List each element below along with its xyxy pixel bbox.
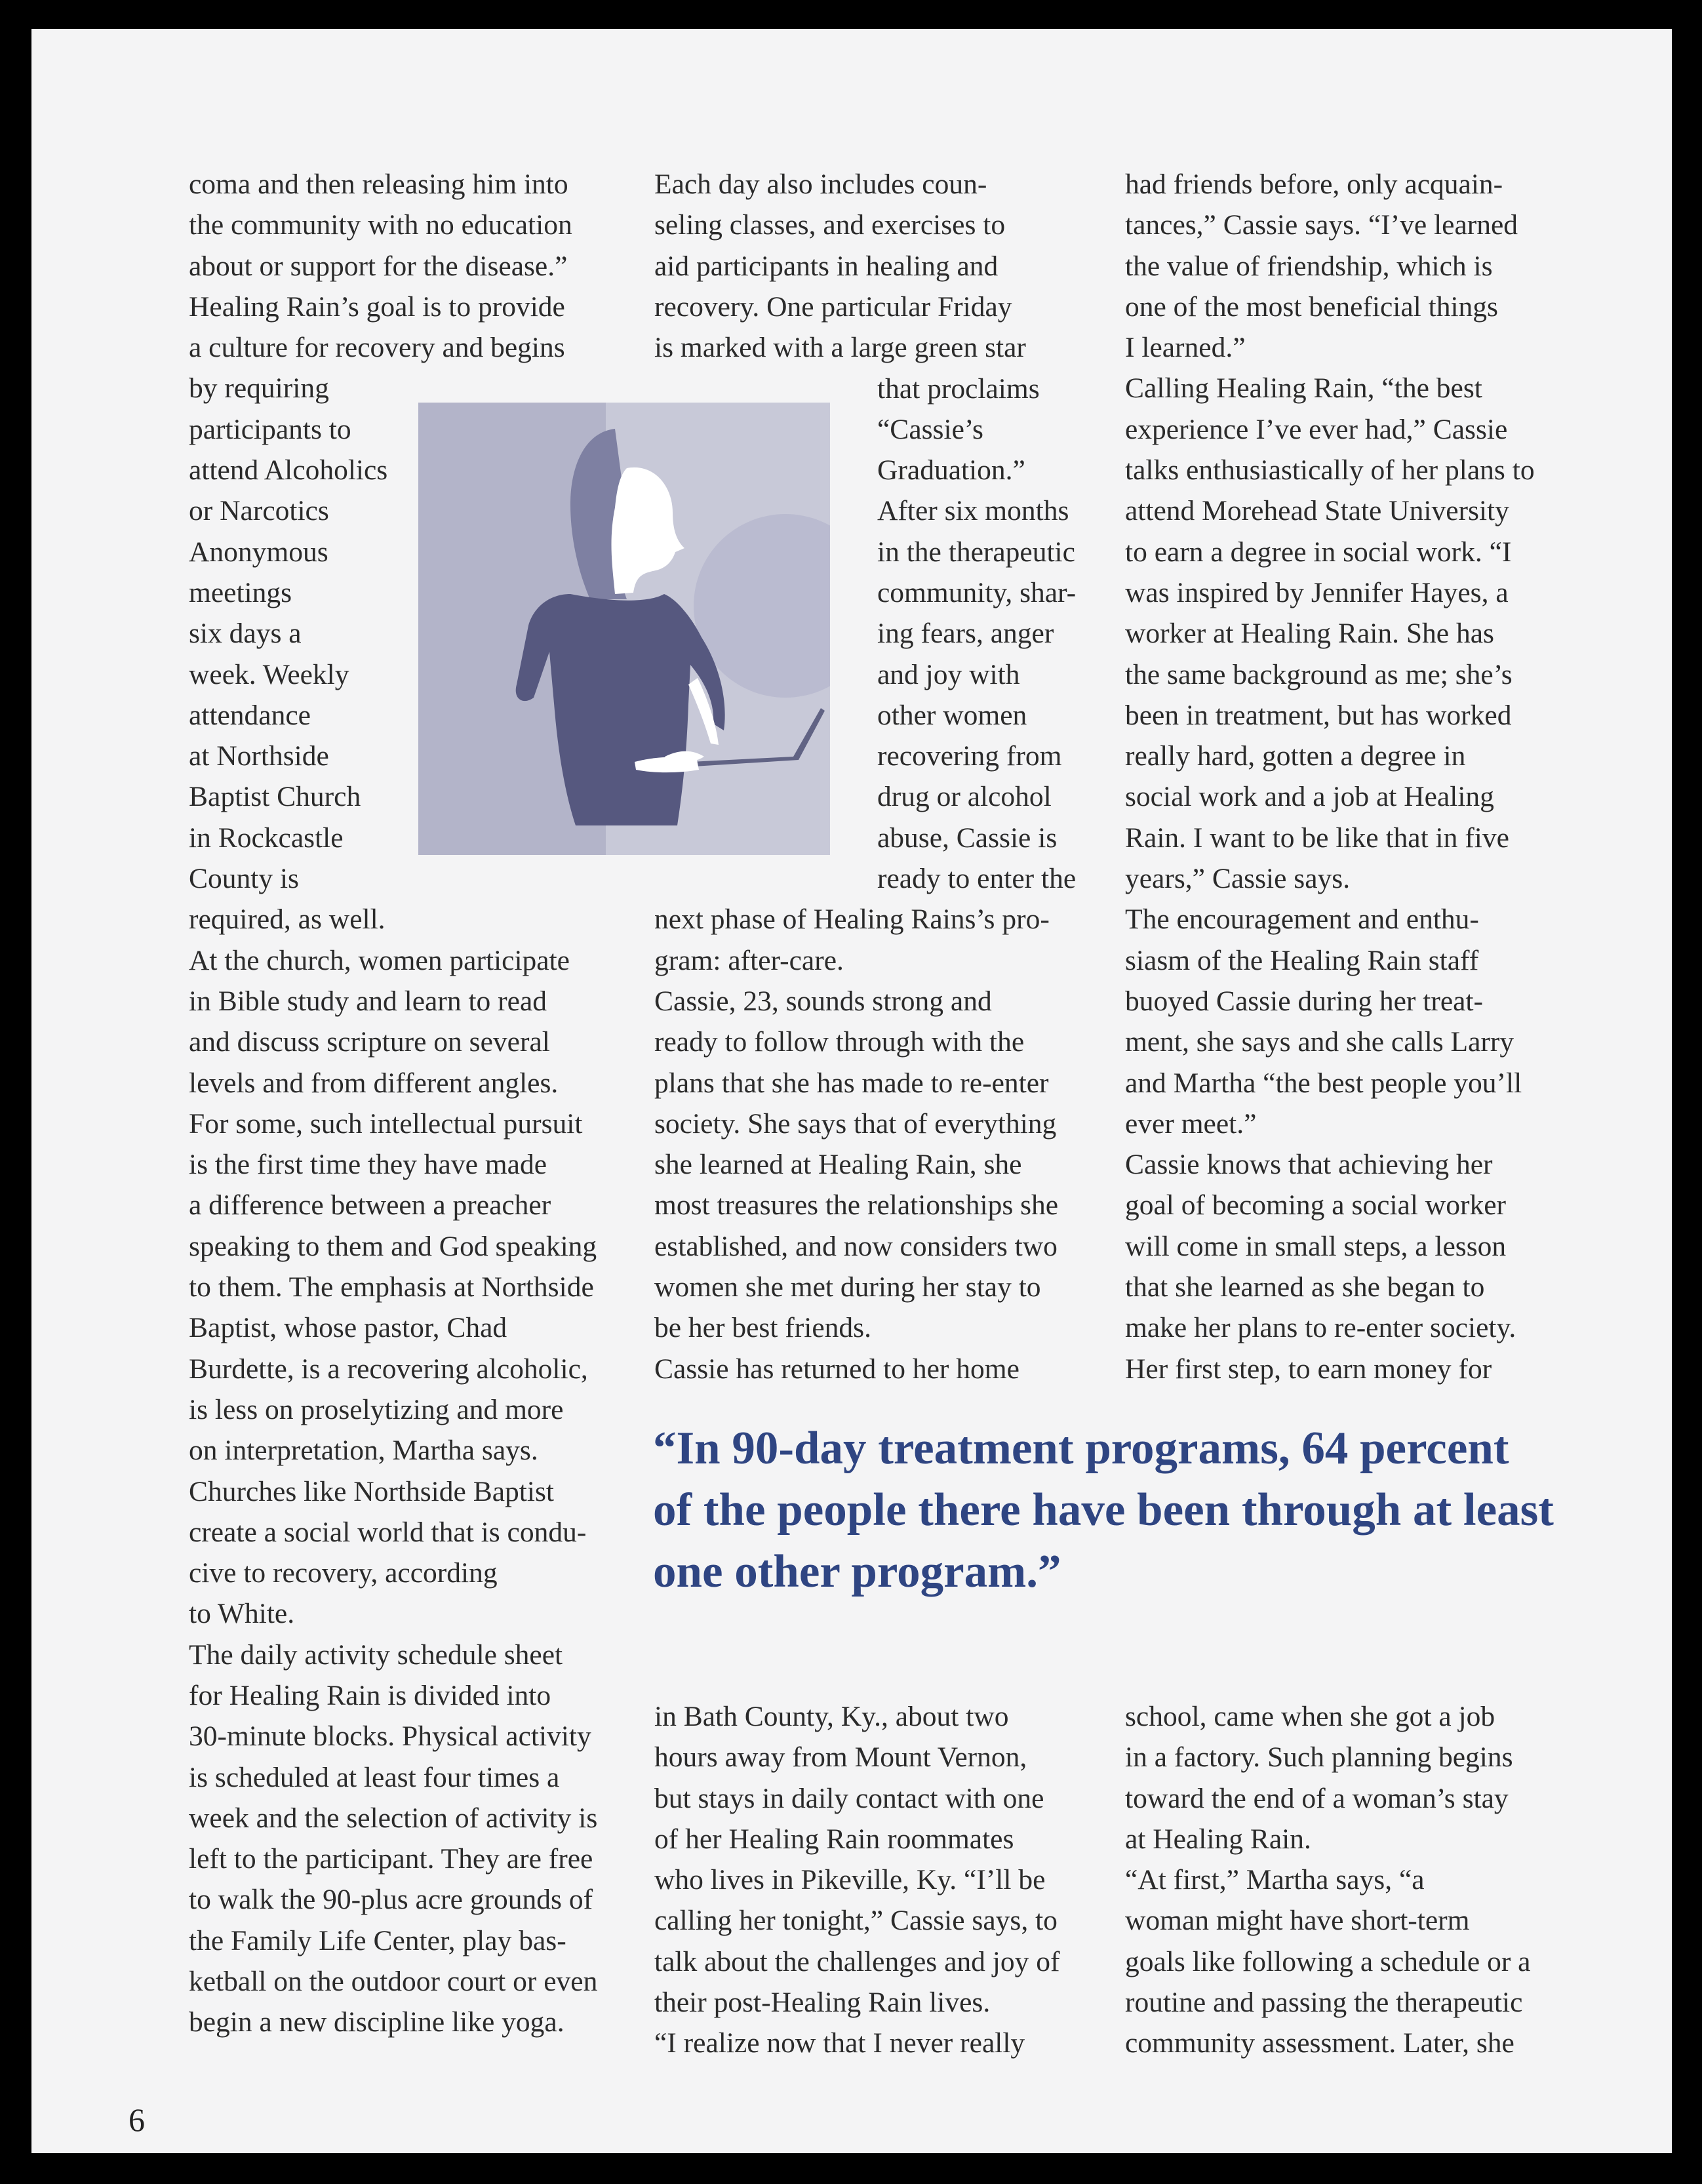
text-line: talk about the challenges and joy of xyxy=(654,1945,1060,1977)
text-line: had friends before, only acquain- xyxy=(1125,169,1503,200)
text-line: required, as well. xyxy=(189,903,386,936)
text-line: to earn a degree in social work. “I xyxy=(1125,536,1512,568)
text-line: week. Weekly xyxy=(189,658,349,690)
text-line: next phase of Healing Rains’s pro- xyxy=(654,903,1050,936)
text-line: on interpretation, Martha says. xyxy=(189,1435,538,1467)
column-3-bottom xyxy=(1125,1696,1531,2064)
text-line: “Cassie’s xyxy=(877,413,983,445)
text-line: create a social world that is condu- xyxy=(189,1516,587,1548)
text-line: Healing Rain’s goal is to provide xyxy=(189,290,565,323)
text-line: 30-minute blocks. Physical activity xyxy=(189,1720,591,1753)
text-line: community, shar- xyxy=(877,576,1077,608)
text-line: begin a new discipline like yoga. xyxy=(189,2006,564,2038)
text-line: gram: after-care. xyxy=(654,944,844,976)
text-line: participants to xyxy=(189,413,351,445)
text-line: by requiring xyxy=(189,372,329,405)
column-2-top xyxy=(654,164,1026,368)
text-line: will come in small steps, a lesson xyxy=(1125,1230,1507,1262)
text-line: a difference between a preacher xyxy=(189,1189,551,1221)
text-line: in Bath County, Ky., about two xyxy=(654,1701,1009,1732)
text-line: Each day also includes coun- xyxy=(654,169,987,200)
text-line: in Rockcastle xyxy=(189,822,344,854)
text-line: woman might have short-term xyxy=(1125,1905,1470,1937)
text-line: ment, she says and she calls Larry xyxy=(1125,1026,1514,1058)
text-line: attend Morehead State University xyxy=(1125,495,1509,527)
text-line: tances,” Cassie says. “I’ve learned xyxy=(1125,209,1518,241)
text-line: the community with no education xyxy=(189,209,572,241)
text-line: drug or alcohol xyxy=(877,781,1052,813)
text-line: levels and from different angles. xyxy=(189,1067,559,1099)
text-line: school, came when she got a job xyxy=(1125,1701,1495,1732)
text-line: cive to recovery, according xyxy=(189,1557,498,1589)
text-line: coma and then releasing him into xyxy=(189,169,568,200)
text-line: After six months xyxy=(877,495,1069,527)
text-line: a culture for recovery and begins xyxy=(189,332,565,364)
pull-quote xyxy=(653,1418,1554,1602)
text-line: one other program.” xyxy=(653,1546,1061,1597)
text-line: Burdette, is a recovering alcoholic, xyxy=(189,1353,588,1385)
text-line: is marked with a large green star xyxy=(654,332,1026,364)
text-line: goal of becoming a social worker xyxy=(1125,1189,1507,1221)
text-line: Anonymous xyxy=(189,536,328,568)
text-line: Graduation.” xyxy=(877,454,1025,486)
text-line: left to the participant. They are free xyxy=(189,1843,593,1875)
text-line: goals like following a schedule or a xyxy=(1125,1945,1531,1977)
column-2-rest xyxy=(654,899,1058,1389)
text-line: routine and passing the therapeutic xyxy=(1125,1987,1523,2019)
text-line: at Northside xyxy=(189,740,329,772)
column-2-bottom xyxy=(654,1696,1059,2064)
text-line: “In 90-day treatment programs, 64 percent xyxy=(653,1423,1509,1474)
text-line: really hard, gotten a degree in xyxy=(1125,740,1466,772)
text-line: experience I’ve ever had,” Cassie xyxy=(1125,413,1508,445)
text-line: meetings xyxy=(189,576,292,608)
text-line: The encouragement and enthu- xyxy=(1125,903,1479,936)
text-line: aid participants in healing and xyxy=(654,250,999,282)
text-line: make her plans to re-enter society. xyxy=(1125,1312,1516,1344)
text-line: Her first step, to earn money for xyxy=(1125,1353,1492,1385)
column-3-top xyxy=(1125,164,1535,1389)
text-line: be her best friends. xyxy=(654,1312,871,1344)
text-line: week and the selection of activity is xyxy=(189,1802,598,1834)
text-line: “I realize now that I never really xyxy=(654,2027,1025,2059)
text-line: of her Healing Rain roommates xyxy=(654,1823,1014,1855)
text-line: about or support for the disease.” xyxy=(189,250,568,282)
text-line: but stays in daily contact with one xyxy=(654,1782,1044,1814)
text-line: other women xyxy=(877,699,1027,731)
text-line: for Healing Rain is divided into xyxy=(189,1679,551,1711)
text-line: of the people there have been through at least xyxy=(653,1484,1554,1536)
text-line: The daily activity schedule sheet xyxy=(189,1638,563,1671)
text-line: to White. xyxy=(189,1598,295,1630)
text-line: attendance xyxy=(189,699,311,731)
text-line: six days a xyxy=(189,618,302,650)
text-line: recovering from xyxy=(877,740,1062,772)
text-line: years,” Cassie says. xyxy=(1125,863,1351,895)
text-line: social work and a job at Healing xyxy=(1125,781,1494,813)
page-number: 6 xyxy=(129,2101,145,2138)
column-2-wrap xyxy=(877,368,1076,900)
text-line: calling her tonight,” Cassie says, to xyxy=(654,1905,1058,1937)
text-line: she learned at Healing Rain, she xyxy=(654,1149,1022,1181)
text-line: ketball on the outdoor court or even xyxy=(189,1966,598,1998)
text-line: the value of friendship, which is xyxy=(1125,250,1493,282)
text-line: hours away from Mount Vernon, xyxy=(654,1741,1027,1774)
text-line: been in treatment, but has worked xyxy=(1125,699,1512,731)
text-line: worker at Healing Rain. She has xyxy=(1125,618,1494,650)
text-line: talks enthusiastically of her plans to xyxy=(1125,454,1535,486)
text-line: attend Alcoholics xyxy=(189,454,388,486)
text-line: “At first,” Martha says, “a xyxy=(1125,1864,1425,1896)
text-line: and discuss scripture on several xyxy=(189,1026,550,1058)
text-line: toward the end of a woman’s stay xyxy=(1125,1782,1509,1814)
text-line: abuse, Cassie is xyxy=(877,822,1058,854)
text-line: and Martha “the best people you’ll xyxy=(1125,1067,1522,1099)
text-line: Baptist Church xyxy=(189,781,361,813)
text-line: Cassie, 23, sounds strong and xyxy=(654,985,992,1017)
text-line: buoyed Cassie during her treat- xyxy=(1125,985,1484,1017)
text-line: community assessment. Later, she xyxy=(1125,2027,1514,2059)
text-line: siasm of the Healing Rain staff xyxy=(1125,944,1479,976)
text-line: one of the most beneficial things xyxy=(1125,290,1498,323)
text-line: in a factory. Such planning begins xyxy=(1125,1741,1513,1774)
text-line: ever meet.” xyxy=(1125,1107,1257,1140)
text-line: At the church, women participate xyxy=(189,944,570,976)
text-line: For some, such intellectual pursuit xyxy=(189,1107,583,1140)
text-line: Cassie has returned to her home xyxy=(654,1353,1019,1385)
magazine-page xyxy=(31,29,1672,2153)
text-line: established, and now considers two xyxy=(654,1230,1058,1262)
text-line: is less on proselytizing and more xyxy=(189,1393,564,1425)
text-line: women she met during her stay to xyxy=(654,1271,1041,1303)
text-line: seling classes, and exercises to xyxy=(654,209,1006,241)
text-line: Calling Healing Rain, “the best xyxy=(1125,372,1482,405)
text-line: speaking to them and God speaking xyxy=(189,1230,597,1262)
text-line: I learned.” xyxy=(1125,332,1246,364)
text-line: to them. The emphasis at Northside xyxy=(189,1271,594,1303)
text-line: that she learned as she began to xyxy=(1125,1271,1485,1303)
text-line: the same background as me; she’s xyxy=(1125,658,1513,690)
text-line: society. She says that of everything xyxy=(654,1107,1057,1140)
text-line: in Bible study and learn to read xyxy=(189,985,547,1017)
text-line: is scheduled at least four times a xyxy=(189,1761,560,1793)
text-line: Baptist, whose pastor, Chad xyxy=(189,1312,507,1344)
text-line: the Family Life Center, play bas- xyxy=(189,1924,566,1956)
text-line: plans that she has made to re-enter xyxy=(654,1067,1049,1099)
text-line: ing fears, anger xyxy=(877,618,1054,650)
text-line: is the first time they have made xyxy=(189,1149,547,1181)
text-line: was inspired by Jennifer Hayes, a xyxy=(1125,576,1509,608)
text-line: ready to follow through with the xyxy=(654,1026,1025,1058)
text-line: ready to enter the xyxy=(877,863,1077,895)
text-line: and joy with xyxy=(877,658,1020,690)
text-line: Churches like Northside Baptist xyxy=(189,1475,554,1507)
text-line: their post-Healing Rain lives. xyxy=(654,1987,991,2019)
text-line: or Narcotics xyxy=(189,495,329,527)
text-line: Rain. I want to be like that in five xyxy=(1125,822,1509,854)
text-line: to walk the 90-plus acre grounds of xyxy=(189,1884,593,1916)
text-line: at Healing Rain. xyxy=(1125,1823,1311,1855)
text-line: Cassie knows that achieving her xyxy=(1125,1149,1493,1181)
text-line: in the therapeutic xyxy=(877,536,1075,568)
woman-at-laptop-illustration xyxy=(418,403,830,855)
text-line: recovery. One particular Friday xyxy=(654,290,1012,323)
text-line: who lives in Pikeville, Ky. “I’ll be xyxy=(654,1864,1046,1896)
text-line: that proclaims xyxy=(877,372,1040,405)
text-line: most treasures the relationships she xyxy=(654,1189,1059,1221)
text-line: County is xyxy=(189,863,299,895)
